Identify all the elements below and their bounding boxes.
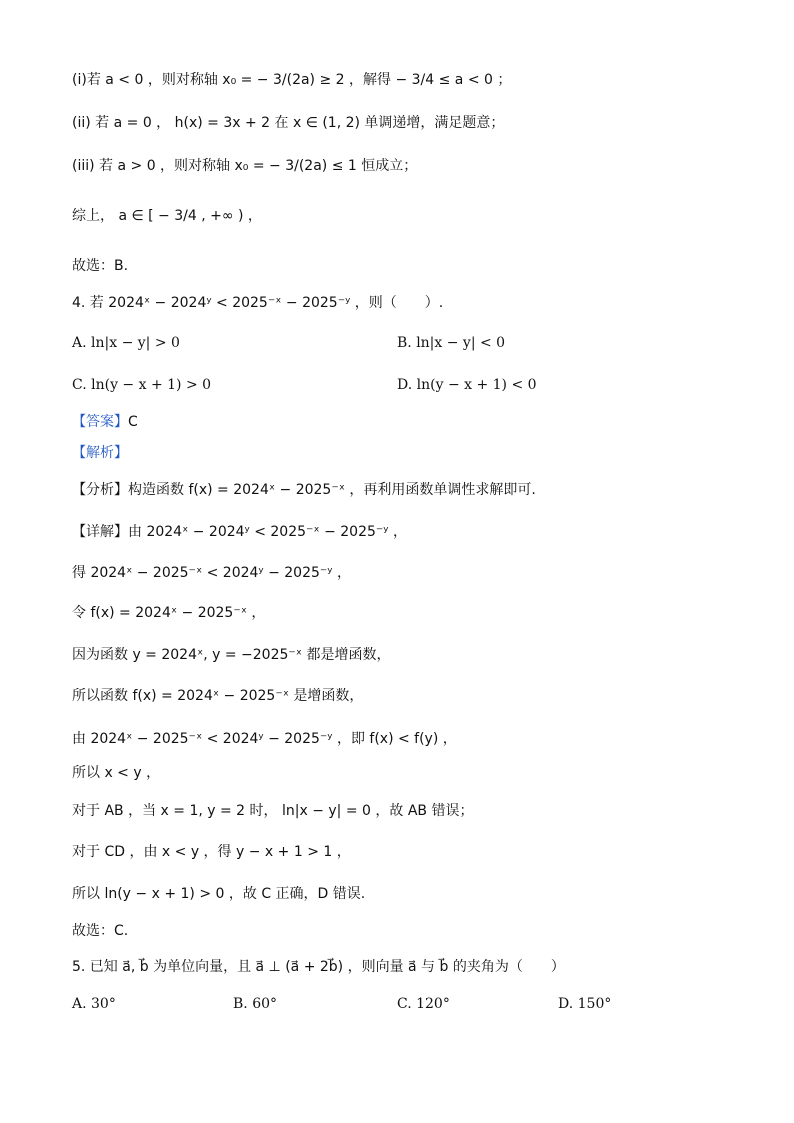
detail-line-9: 对于 CD ，由 x < y ，得 y − x + 1 > 1 ， — [72, 844, 351, 860]
detail-line-2: 得 2024ˣ − 2025⁻ˣ < 2024ʸ − 2025⁻ʸ ， — [72, 565, 351, 581]
q4-option-a: A. ln|x − y| > 0 — [72, 335, 180, 351]
q5-option-c: C. 120° — [397, 996, 450, 1012]
summary-line: 综上， a ∈ [ − 3/4 , +∞ ) ， — [72, 208, 262, 224]
analysis-tag: 【解析】 — [72, 445, 128, 461]
q5-option-b: B. 60° — [233, 996, 278, 1012]
case-ii-line: (ii) 若 a = 0 ， h(x) = 3x + 2 在 x ∈ (1, 2) 单调递增，满足题意； — [72, 115, 505, 131]
case-i-line: (i)若 a < 0 ，则对称轴 x₀ = − 3/(2a) ≥ 2 ，解得 − 3/4 ≤ a < 0 ； — [72, 72, 512, 88]
detail-line-3: 令 f(x) = 2024ˣ − 2025⁻ˣ ， — [72, 605, 266, 621]
detail-line-4: 因为函数 y = 2024ˣ, y = −2025⁻ˣ 都是增函数， — [72, 647, 391, 663]
q5-option-a: A. 30° — [72, 996, 116, 1012]
fenxi-tag: 【分析】 — [72, 482, 128, 498]
analysis-summary-line — [72, 480, 536, 500]
question-4-stem: 4. 若 2024ˣ − 2024ʸ < 2025⁻ˣ − 2025⁻ʸ ，则（ ）. — [72, 295, 444, 311]
xiangjie-text: 由 2024ˣ − 2024ʸ < 2025⁻ˣ − 2025⁻ʸ ， — [128, 524, 407, 540]
detail-line-6: 由 2024ˣ − 2025⁻ˣ < 2024ʸ − 2025⁻ʸ ，即 f(x) < f(y) ， — [72, 731, 457, 747]
q4-option-b: B. ln|x − y| < 0 — [397, 335, 506, 351]
q4-option-c: C. ln(y − x + 1) > 0 — [72, 377, 212, 393]
analysis-heading — [72, 443, 128, 463]
q5-option-d: D. 150° — [558, 996, 612, 1012]
answer-line — [72, 412, 138, 432]
q4-option-d: D. ln(y − x + 1) < 0 — [397, 377, 537, 393]
detail-line-8: 对于 AB ，当 x = 1, y = 2 时， ln|x − y| = 0 ，故 AB 错误； — [72, 803, 474, 819]
detail-line-1 — [72, 522, 407, 542]
answer-choice-line-q3: 故选：B. — [72, 258, 129, 274]
detail-line-7: 所以 x < y ， — [72, 765, 161, 781]
xiangjie-tag: 【详解】 — [72, 524, 128, 540]
answer-value: C — [128, 414, 138, 430]
detail-line-10: 所以 ln(y − x + 1) > 0 ，故 C 正确，D 错误. — [72, 886, 366, 902]
answer-tag: 【答案】 — [72, 414, 128, 430]
answer-choice-line-q4: 故选：C. — [72, 923, 129, 939]
detail-line-5: 所以函数 f(x) = 2024ˣ − 2025⁻ˣ 是增函数， — [72, 688, 364, 704]
case-iii-line: (iii) 若 a > 0 ，则对称轴 x₀ = − 3/(2a) ≤ 1 恒成立； — [72, 158, 418, 174]
question-5-stem: 5. 已知 a⃗, b⃗ 为单位向量，且 a⃗ ⊥ (a⃗ + 2b⃗) ，则向量 a⃗ 与 b⃗ 的夹角为（ ） — [72, 959, 565, 975]
fenxi-text: 构造函数 f(x) = 2024ˣ − 2025⁻ˣ ，再利用函数单调性求解即可. — [128, 482, 536, 498]
